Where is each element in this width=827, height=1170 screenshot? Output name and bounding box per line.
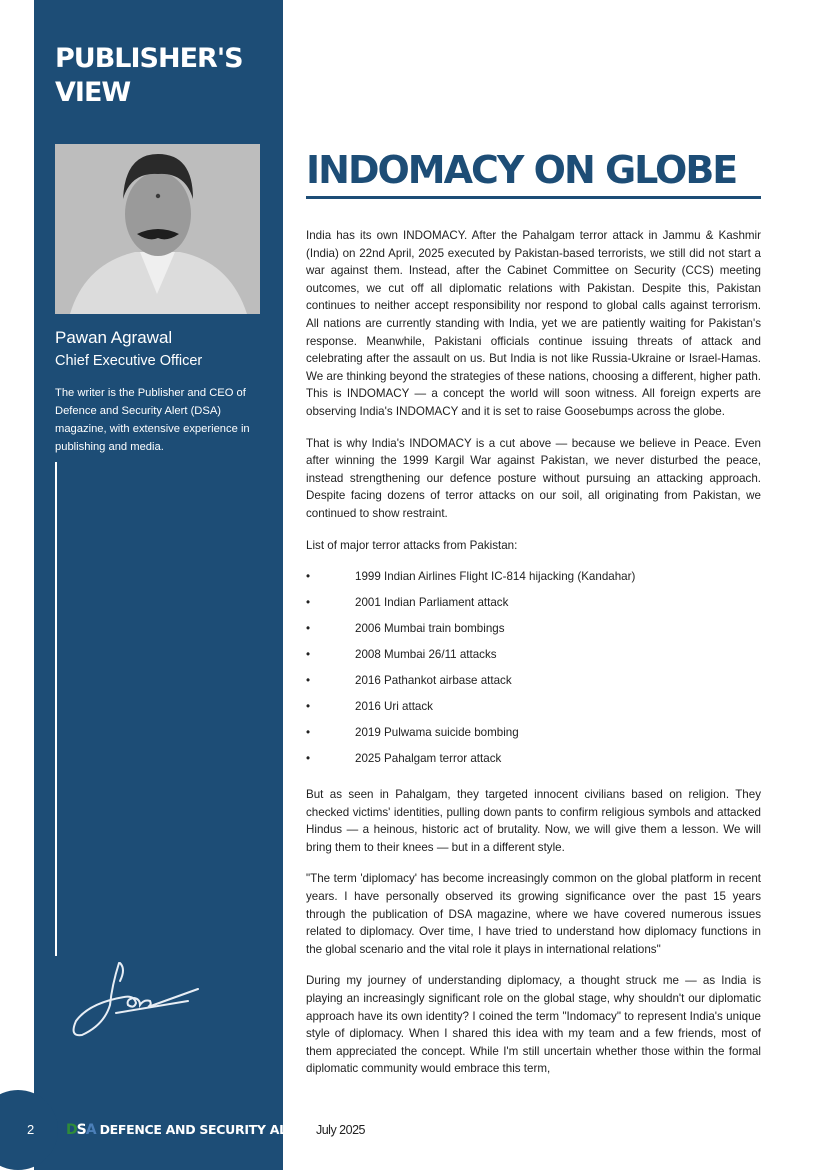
bullet-icon: • [306,700,311,714]
article-paragraph: That is why India's INDOMACY is a cut above — because we believe in Peace. Even after winning the 1999 Kargil War against Pakistan, we never disturbed the peace, instead strengthening our defence posture without pursuing an attacking approach. Despite facing dozens of terror attacks on our soil, all originating from Pakistan, we continued to show restraint. [306,436,761,520]
bullet-icon: • [306,596,311,610]
author-photo [55,144,260,314]
article [306,148,761,1078]
publisher-sidebar [34,0,283,1170]
author-role: Chief Executive Officer [55,353,203,369]
sidebar-divider [55,462,57,956]
signature-icon [64,955,204,1040]
list-item-text: 2019 Pulwama suicide bombing [355,726,519,740]
author-bio: The writer is the Publisher and CEO of Defence and Security Alert (DSA) magazine, with extensive experience in publishing and media. [55,387,250,453]
bullet-icon: • [306,752,311,766]
bullet-icon: • [306,570,311,584]
dsa-logo-icon [66,1122,96,1138]
list-item [306,746,761,772]
logo-letter-s: S [76,1122,86,1138]
publication-name: DEFENCE AND SECURITY ALERT [99,1122,312,1137]
article-paragraph: India has its own INDOMACY. After the Pahalgam terror attack in Jammu & Kashmir (India) on 22nd April, 2025 executed by Pakistan-based terrorists, we still did not start a war against them. Instead, after the Cabinet Committee on Security (CCS) meeting outcomes, we cut off all diplomatic relations with Pakistan. Despite this, Pakistan continues to neither accept responsibility nor respond to global calls against terrorism. All nations are currently standing with India, yet we are patiently waiting for Pakistan's response. Meanwhile, Pakistani officials continue issuing threats of attack and celebrating after the assault on us. But India is not like Russia-Ukraine or Israel-Hamas. We are thinking beyond the strategies of these nations, choosing a different, higher path. This is INDOMACY — a concept the world will soon witness. All foreign experts are observing India's INDOMACY and it is set to raise Goosebumps across the globe. [306,229,761,418]
list-item [306,694,761,720]
author-name: Pawan Agrawal [55,328,173,347]
section-title [55,42,275,110]
bullet-icon: • [306,726,311,740]
list-item [306,564,761,590]
list-item-text: 1999 Indian Airlines Flight IC-814 hijacking (Kandahar) [355,570,636,584]
bullet-icon: • [306,648,311,662]
article-headline: INDOMACY ON GLOBE [306,148,737,192]
list-item-text: 2001 Indian Parliament attack [355,596,509,610]
list-intro: List of major terror attacks from Pakistan: [306,538,518,552]
pull-quote: "The term 'diplomacy' has become increasingly common on the global platform in recent years. I have personally observed its growing significance over the past 15 years through the publication of DSA magazine, where we have covered numerous issues related to diplomacy. Over time, I have tried to understand how diplomacy functions in the global scenario and the vital role it plays in international relations" [306,872,761,956]
list-item [306,642,761,668]
list-item [306,616,761,642]
bullet-icon: • [306,622,311,636]
footer [66,1122,365,1138]
list-item-text: 2008 Mumbai 26/11 attacks [355,648,497,662]
section-title-line2: VIEW [55,77,131,108]
issue-date: July 2025 [315,1123,365,1137]
article-paragraph: But as seen in Pahalgam, they targeted innocent civilians based on religion. They checked victims' identities, pulling down pants to confirm religious symbols and attacked Hindus — a heinous, historic act of brutality. Now, we will give them a lesson. We will bring them to their knees — but in a different style. [306,788,761,854]
list-item-text: 2006 Mumbai train bombings [355,622,505,636]
list-item [306,668,761,694]
list-item-text: 2016 Pathankot airbase attack [355,674,512,688]
list-item-text: 2025 Pahalgam terror attack [355,752,502,766]
logo-letter-d: D [66,1122,77,1138]
list-item-text: 2016 Uri attack [355,700,433,714]
list-item [306,590,761,616]
article-paragraph: During my journey of understanding diplomacy, a thought struck me — as India is playing an increasingly significant role on the global stage, why shouldn't our diplomatic approach have its own identity? I coined the term "Indomacy" to represent India's unique style of diplomacy. When I shared this idea with my team and a few friends, most of them appreciated the concept. While I'm still uncertain whether those within the formal diplomatic community would embrace this term, [306,974,761,1076]
terror-attacks-list [306,564,761,772]
bullet-icon: • [306,674,311,688]
headline-rule [306,196,761,199]
logo-letter-a: A [85,1122,96,1138]
section-title-line1: PUBLISHER'S [55,43,243,74]
list-item [306,720,761,746]
page-number: 2 [27,1122,35,1137]
